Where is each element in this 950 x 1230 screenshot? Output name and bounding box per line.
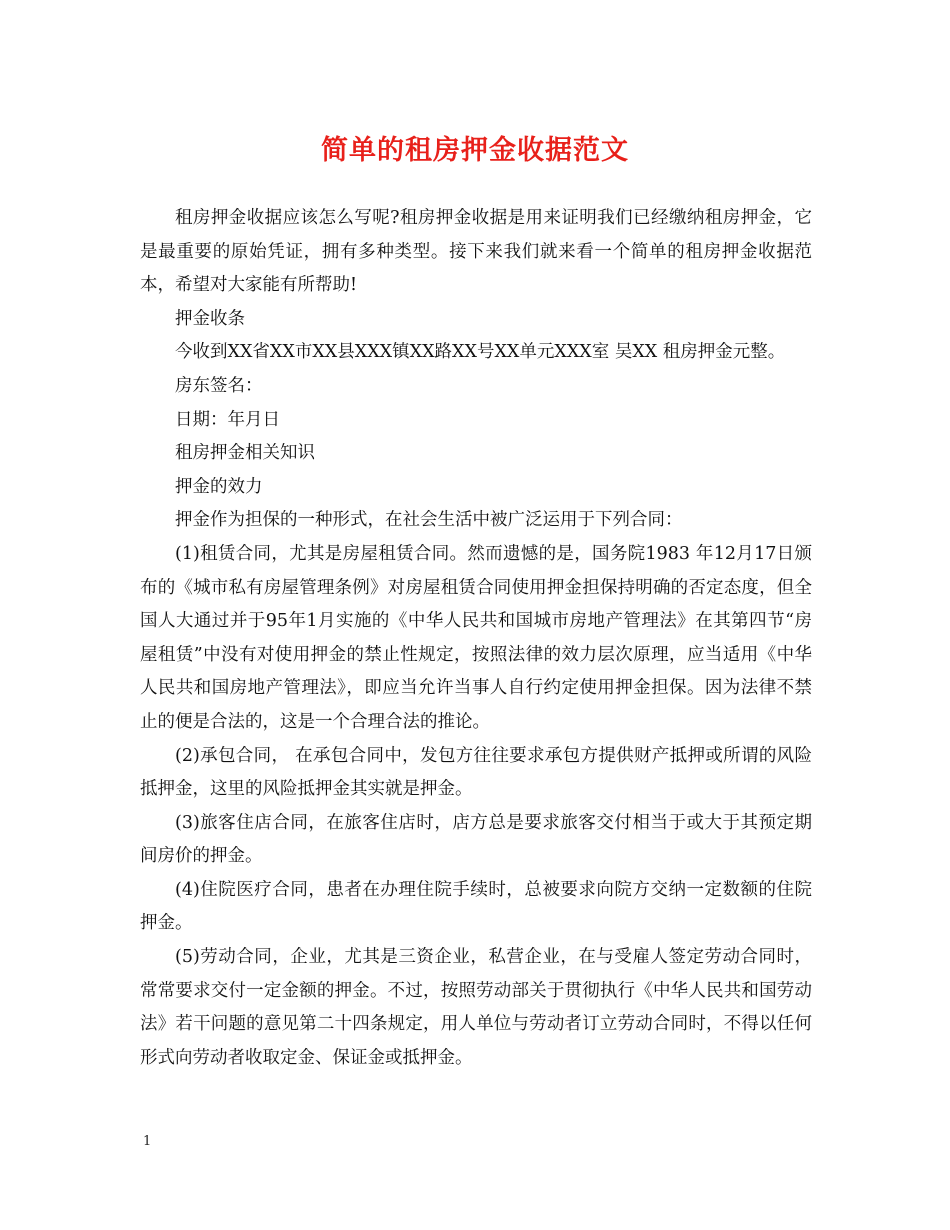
paragraph-hotel-contract: (3)旅客住店合同，在旅客住店时，店方总是要求旅客交付相当于或大于其预定期间房价的押金。	[140, 812, 812, 867]
paragraph-contracting: (2)承包合同， 在承包合同中，发包方往往要求承包方提供财产抵押或所谓的风险抵押金，这里的风险抵押金其实就是押金。	[140, 745, 812, 800]
paragraph-deposit-effect: 押金的效力	[175, 476, 263, 497]
paragraph-lease-contract: (1)租赁合同，尤其是房屋租赁合同。然而遗憾的是，国务院1983 年12月17日颁布的《城市私有房屋管理条例》对房屋租赁合同使用押金担保持明确的否定态度，但全国人大通过并于95年1月实施的《中华人民共和国城市房地产管理法》在其第四节“房屋租赁”中没有对使用押金的禁止性规定，按照法律的效力层次原理，应当适用《中华人民共和国房地产管理法》，即应当允许当事人自行约定使用押金担保。因为法律不禁止的便是合法的，这是一个合理合法的推论。	[140, 543, 812, 732]
document-title: 简单的租房押金收据范文	[321, 135, 629, 166]
paragraph-labor-contract: (5)劳动合同，企业，尤其是三资企业，私营企业，在与受雇人签定劳动合同时，常常要求交付一定金额的押金。不过，按照劳动部关于贯彻执行《中华人民共和国劳动法》若干问题的意见第二十四条规定，用人单位与劳动者订立劳动合同时，不得以任何形式向劳动者收取定金、保证金或抵押金。	[140, 947, 812, 1068]
paragraph-date: 日期：年月日	[175, 409, 280, 430]
page-number: 1	[143, 1134, 152, 1149]
paragraph-related-knowledge: 租房押金相关知识	[175, 443, 315, 464]
paragraph-landlord-signature: 房东签名：	[175, 375, 263, 396]
paragraph-receipt-heading: 押金收条	[175, 308, 245, 329]
paragraph-hospital-contract: (4)住院医疗合同，患者在办理住院手续时，总被要求向院方交纳一定数额的住院押金。	[140, 879, 812, 934]
paragraph-intro: 租房押金收据应该怎么写呢?租房押金收据是用来证明我们已经缴纳租房押金，它是最重要的原始凭证，拥有多种类型。接下来我们就来看一个简单的租房押金收据范本，希望对大家能有所帮助!	[140, 208, 812, 296]
paragraph-receipt-content: 今收到XX省XX市XX县XXX镇XX路XX号XX单元XXX室 吴XX 租房押金元整。	[175, 342, 786, 363]
paragraph-contract-intro: 押金作为担保的一种形式，在社会生活中被广泛运用于下列合同：	[175, 510, 683, 531]
document-body	[140, 202, 812, 1075]
